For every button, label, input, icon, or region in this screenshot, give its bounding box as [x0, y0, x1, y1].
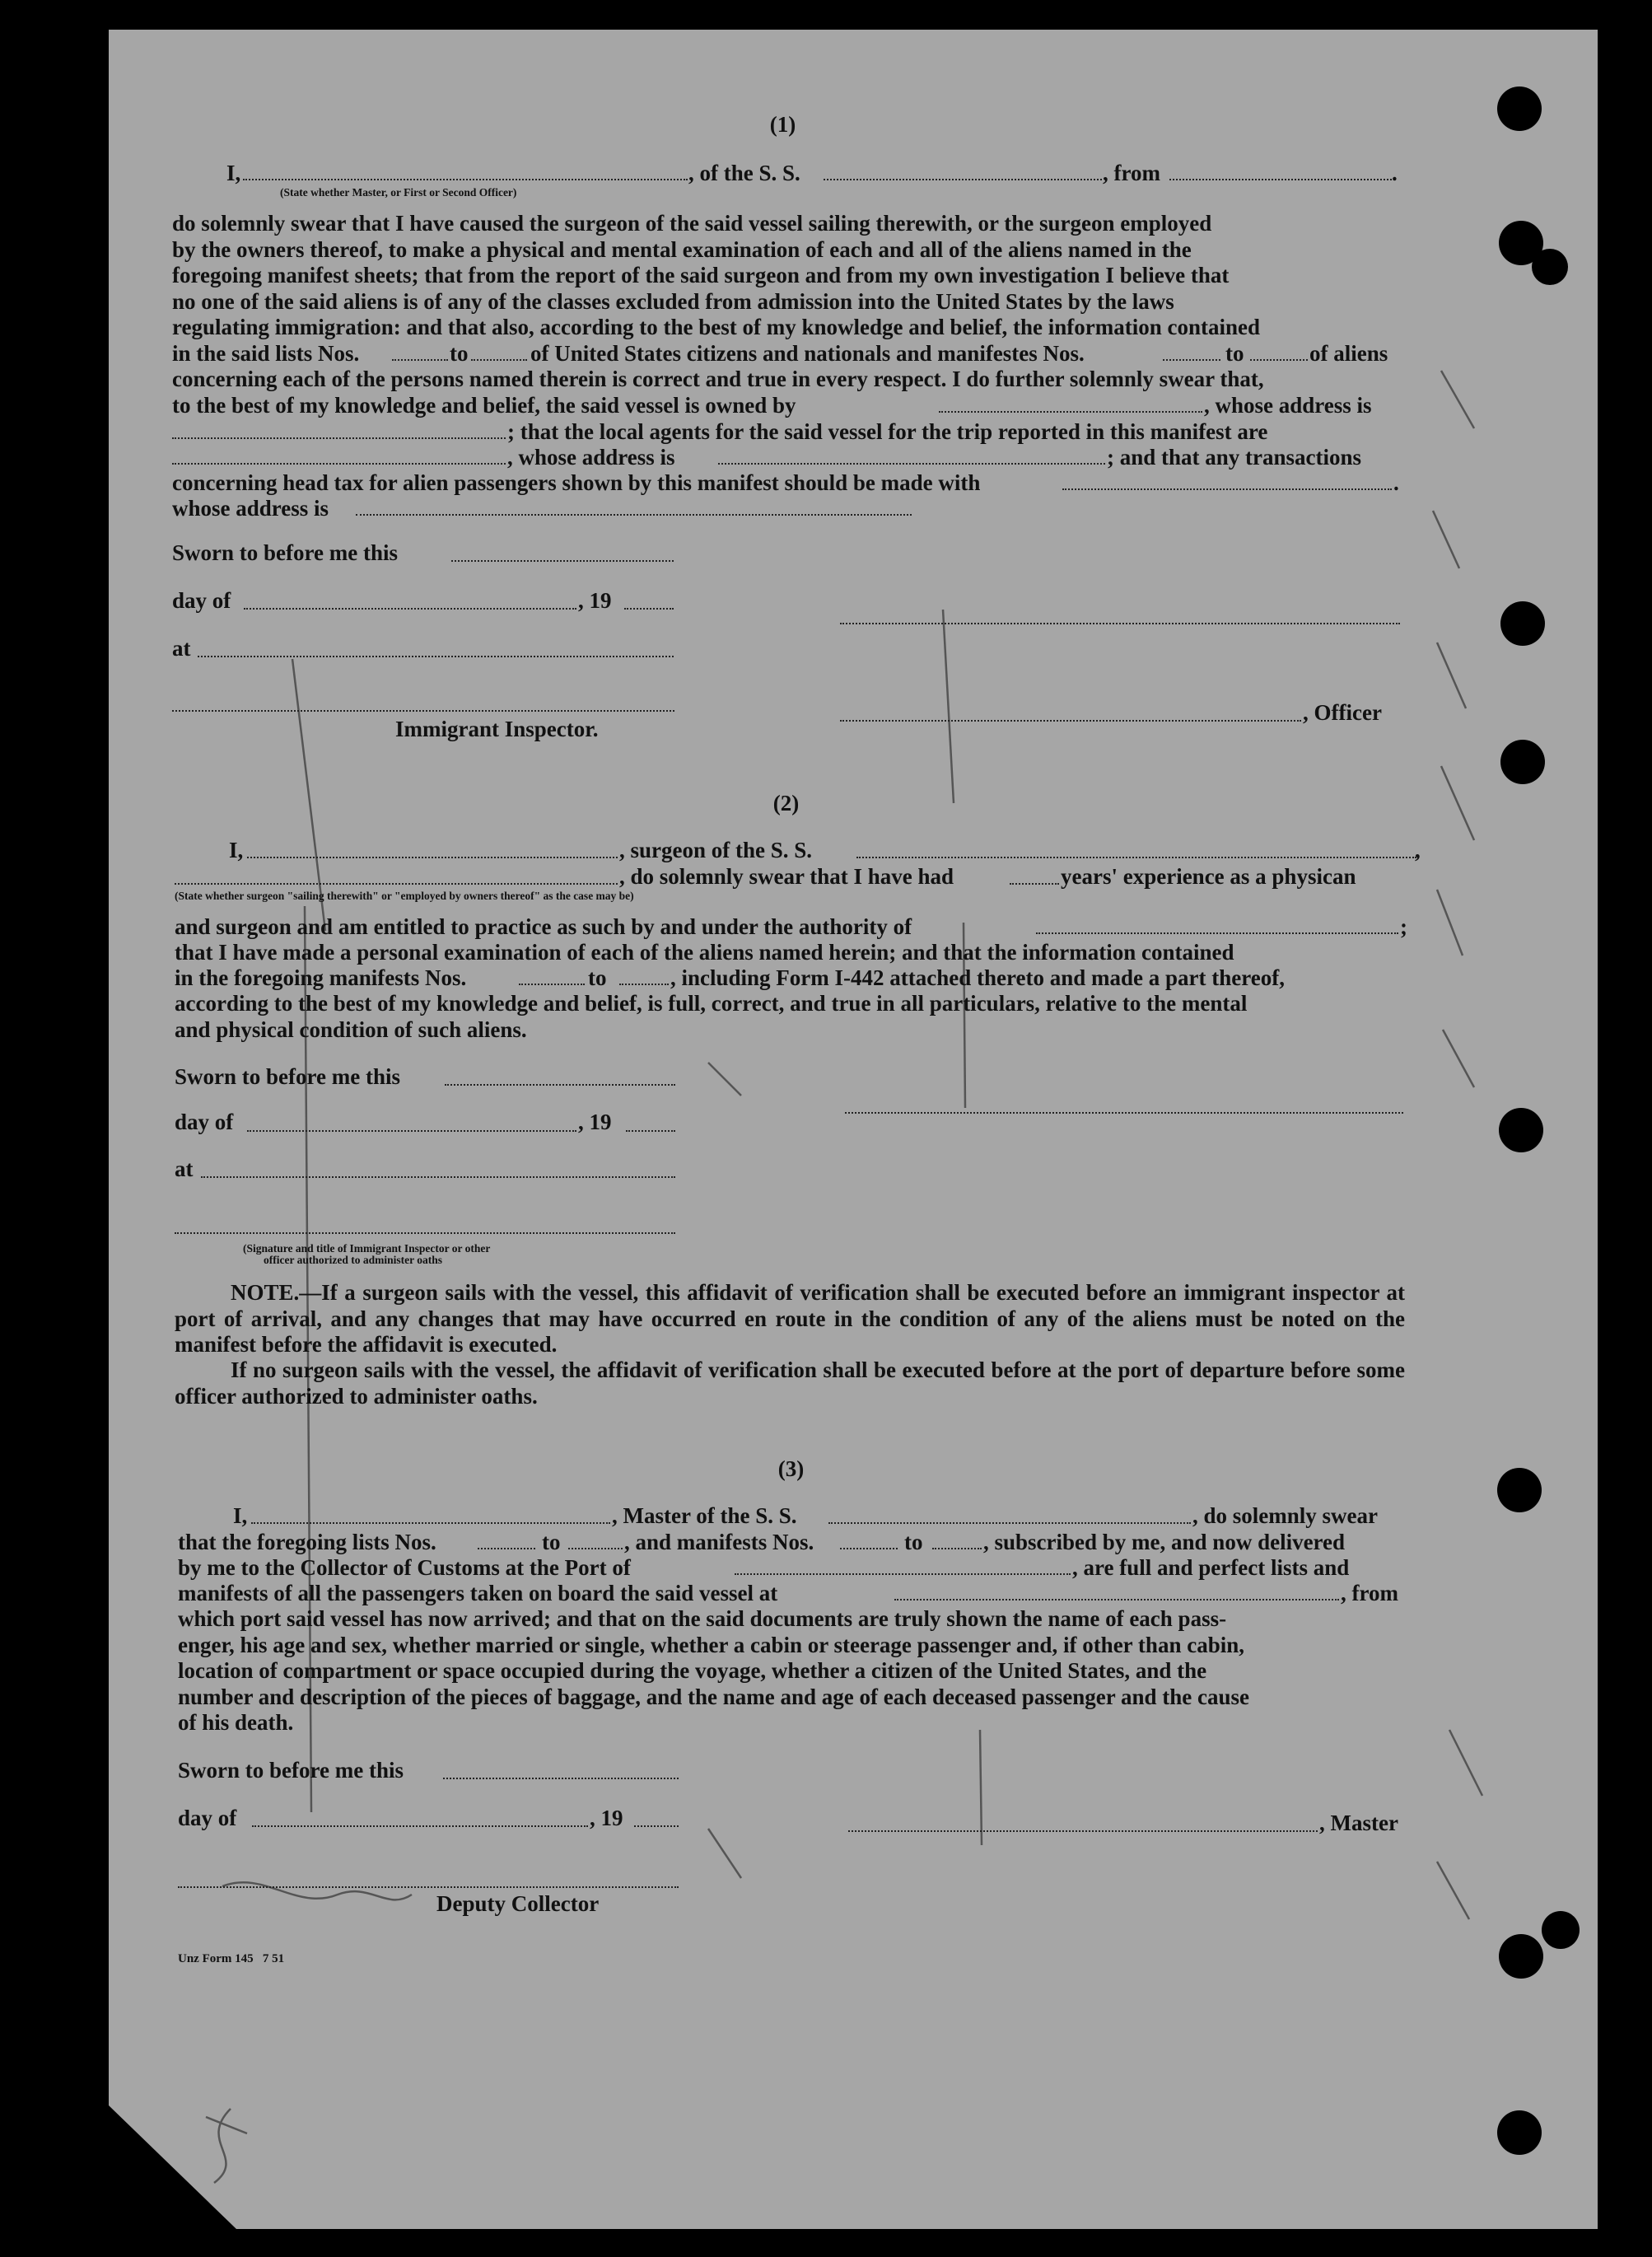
day-of-label: day of: [175, 1110, 234, 1134]
form-number: Unz Form 145 7 51: [178, 1952, 285, 1965]
lists-to-field[interactable]: [568, 1548, 623, 1549]
lists-label: in the said lists Nos.: [172, 341, 360, 366]
surgeon-vessel-field[interactable]: [856, 857, 1416, 858]
to-label: to: [1225, 341, 1244, 366]
to-label: to: [904, 1530, 923, 1554]
master-of-label: , Master of the S. S.: [612, 1503, 797, 1528]
manifests-label: , and manifests Nos.: [624, 1530, 814, 1554]
swear-label: , do solemnly swear: [1192, 1503, 1378, 1528]
deputy-collector-label: Deputy Collector: [436, 1891, 600, 1916]
manifests-from-field[interactable]: [840, 1548, 898, 1549]
note-paragraph: NOTE.—If a surgeon sails with the vessel, this affidavit of verification shall be executed before an immigrant inspector at port of arrival, and any changes that may have occurred en route in the condition of any of the aliens must be noted on the manifest before the affidavit is executed.: [175, 1280, 1405, 1357]
taken-aboard-label: manifests of all the passengers taken on board the said vessel at: [178, 1581, 778, 1605]
agents-address-field[interactable]: [718, 463, 1105, 465]
line-end: ;: [1400, 914, 1407, 939]
surgeon-manifest-from-field[interactable]: [519, 984, 585, 985]
surgeon-caption: (State whether surgeon "sailing therewith" or "employed by owners thereof" as the case may be): [175, 890, 634, 902]
day-of-field[interactable]: [247, 1130, 576, 1132]
headtax-label: concerning head tax for alien passengers shown by this manifest should be made with: [172, 470, 981, 495]
oath-line: by the owners thereof, to make a physical and mental examination of each and all of the aliens named in the: [172, 236, 1192, 262]
officer-title-field[interactable]: [840, 720, 1301, 722]
oath-line: enger, his age and sex, whether married or single, whether a cabin or steerage passenger and, if other than cabin,: [178, 1632, 1244, 1657]
from-port-field[interactable]: [1169, 179, 1392, 180]
oath-line: number and description of the pieces of baggage, and the name and age of each deceased passenger and the cause: [178, 1684, 1250, 1709]
of-ss-label: , of the S. S.: [688, 161, 800, 185]
surgeon-paragraph: [175, 991, 1402, 1043]
section-number: (1): [769, 112, 796, 137]
from-label: , from: [1103, 161, 1160, 185]
manifests-label: in the foregoing manifests Nos.: [175, 965, 467, 990]
master-vessel-field[interactable]: [828, 1522, 1191, 1524]
at-field[interactable]: [198, 656, 674, 657]
line-end: .: [1393, 470, 1399, 495]
surgeon-manifest-to-field[interactable]: [619, 984, 669, 985]
line-end: .: [1392, 161, 1398, 185]
oath-line: and physical condition of such aliens.: [175, 1016, 527, 1042]
authority-label: and surgeon and am entitled to practice as such by and under the authority of: [175, 914, 912, 939]
agents-label: ; that the local agents for the said vessel for the trip reported in this manifest are: [507, 419, 1268, 444]
day-of-label: day of: [172, 588, 231, 613]
year-label: , 19: [578, 1110, 612, 1134]
owner-field[interactable]: [939, 411, 1202, 413]
oath-line: foregoing manifest sheets; that from the report of the said surgeon and from my own investigation I believe that: [172, 263, 1230, 287]
oath-line: do solemnly swear that I have caused the surgeon of the said vessel sailing therewith, or the surgeon employed: [172, 211, 1212, 236]
had-label: , do solemnly swear that I have had: [619, 864, 954, 889]
master-label: , Master: [1319, 1811, 1398, 1835]
oath-line: of his death.: [178, 1710, 294, 1735]
at-label: at: [172, 636, 191, 661]
oath-line: regulating immigration: and that also, according to the best of my knowledge and belief, the information contained: [172, 315, 1260, 339]
surgeon-of-label: , surgeon of the S. S.: [619, 838, 813, 862]
oath-line: that I have made a personal examination of each of the aliens named herein; and that the information contained: [175, 940, 1234, 965]
lists-to-field[interactable]: [471, 359, 527, 361]
master-i-label: I,: [233, 1503, 248, 1528]
oath-line: concerning each of the persons named therein is correct and true in every respect. I do further solemnly swear that,: [172, 367, 1264, 391]
oath-line: location of compartment or space occupied during the voyage, whether a citizen of the United States, and the: [178, 1658, 1207, 1683]
officer-rank-field[interactable]: [243, 179, 688, 180]
owner-address-field[interactable]: [172, 437, 506, 439]
citizens-label: of United States citizens and nationals and manifestes Nos.: [530, 341, 1085, 366]
surgeon-i-label: I,: [229, 838, 244, 862]
sworn-label: Sworn to before me this: [175, 1064, 400, 1089]
perfect-lists-label: , are full and perfect lists and: [1072, 1555, 1350, 1580]
oath-paragraph-1: [172, 211, 1399, 341]
sworn-date-field[interactable]: [445, 1084, 675, 1086]
surgeon-signature-field[interactable]: [845, 1112, 1403, 1114]
note-paragraph: If no surgeon sails with the vessel, the affidavit of verification shall be executed before at the port of departure before some officer authorized to administer oaths.: [175, 1357, 1405, 1409]
headtax-field[interactable]: [1062, 488, 1392, 490]
years-label: years' experience as a physican: [1061, 864, 1356, 889]
port-label: by me to the Collector of Customs at the Port of: [178, 1555, 631, 1580]
manifests-to-field[interactable]: [1250, 359, 1308, 361]
delivered-label: , subscribed by me, and now delivered: [983, 1530, 1346, 1554]
from-label: , from: [1341, 1581, 1398, 1605]
whose-address-label: whose address is: [172, 496, 329, 521]
officer-i-label: I,: [226, 161, 241, 185]
to-label: to: [542, 1530, 561, 1554]
sworn-date-field[interactable]: [443, 1778, 679, 1779]
agents-field[interactable]: [172, 463, 506, 465]
day-of-label: day of: [178, 1806, 237, 1830]
section-number: (2): [772, 791, 800, 815]
year-field[interactable]: [634, 1825, 679, 1827]
immigrant-inspector-label: Immigrant Inspector.: [395, 717, 599, 741]
deputy-signature-field[interactable]: [178, 1886, 679, 1888]
officer-signature-field[interactable]: [840, 623, 1400, 624]
oath-line: no one of the said aliens is of any of the classes excluded from admission into the United States by the laws: [172, 288, 1174, 314]
day-of-field[interactable]: [252, 1825, 588, 1827]
port-field[interactable]: [735, 1573, 1071, 1575]
lists-label: that the foregoing lists Nos.: [178, 1530, 436, 1554]
authority-field[interactable]: [1036, 932, 1398, 934]
to-label: to: [450, 341, 469, 366]
oath-paragraph-2: [172, 367, 1399, 393]
manifests-from-field[interactable]: [1163, 359, 1220, 361]
year-field[interactable]: [624, 608, 674, 610]
officer-caption: (State whether Master, or First or Second Officer): [280, 186, 517, 199]
inspector-signature-field[interactable]: [172, 710, 674, 712]
oath-line: which port said vessel has now arrived; and that on the said documents are truly shown the name of each pass-: [178, 1606, 1227, 1631]
sworn-label: Sworn to before me this: [172, 540, 398, 565]
years-field[interactable]: [1010, 883, 1059, 885]
at-field[interactable]: [201, 1176, 675, 1178]
surgeon-name-field[interactable]: [247, 857, 618, 858]
embarkation-port-field[interactable]: [894, 1599, 1339, 1600]
transactions-label: ; and that any transactions: [1107, 445, 1362, 470]
day-of-field[interactable]: [244, 608, 576, 610]
master-paragraph: [178, 1606, 1405, 1736]
manifests-to-field[interactable]: [932, 1548, 982, 1549]
sworn-label: Sworn to before me this: [178, 1758, 404, 1783]
agents-address-label: , whose address is: [507, 445, 675, 470]
line-end: ,: [1415, 838, 1421, 862]
lists-from-field[interactable]: [478, 1548, 535, 1549]
owner-address-label: , whose address is: [1204, 393, 1372, 418]
aliens-label: of aliens: [1309, 341, 1388, 366]
sworn-date-field[interactable]: [451, 560, 674, 562]
to-label: to: [588, 965, 607, 990]
lists-from-field[interactable]: [392, 359, 448, 361]
surgeon-status-field[interactable]: [175, 883, 618, 885]
at-label: at: [175, 1157, 194, 1181]
year-label: , 19: [590, 1806, 623, 1830]
owned-by-label: to the best of my knowledge and belief, the said vessel is owned by: [172, 393, 796, 418]
master-name-field[interactable]: [251, 1522, 610, 1524]
section-number: (3): [777, 1456, 805, 1481]
signature-caption: officer authorized to administer oaths: [264, 1254, 442, 1266]
inspector-signature-field[interactable]: [175, 1232, 675, 1234]
year-field[interactable]: [626, 1130, 675, 1132]
officer-label: , Officer: [1303, 700, 1382, 725]
surgeon-paragraph: [175, 940, 1402, 966]
master-signature-field[interactable]: [848, 1830, 1318, 1832]
oath-line: according to the best of my knowledge and belief, is full, correct, and true in all particulars, relative to the mental: [175, 991, 1248, 1016]
headtax-address-field[interactable]: [356, 514, 912, 516]
vessel-name-field[interactable]: [824, 179, 1102, 180]
form-i442-label: , including Form I-442 attached thereto and made a part thereof,: [670, 965, 1285, 990]
signature-caption: (Signature and title of Immigrant Inspector or other: [243, 1242, 491, 1255]
year-label: , 19: [578, 588, 612, 613]
